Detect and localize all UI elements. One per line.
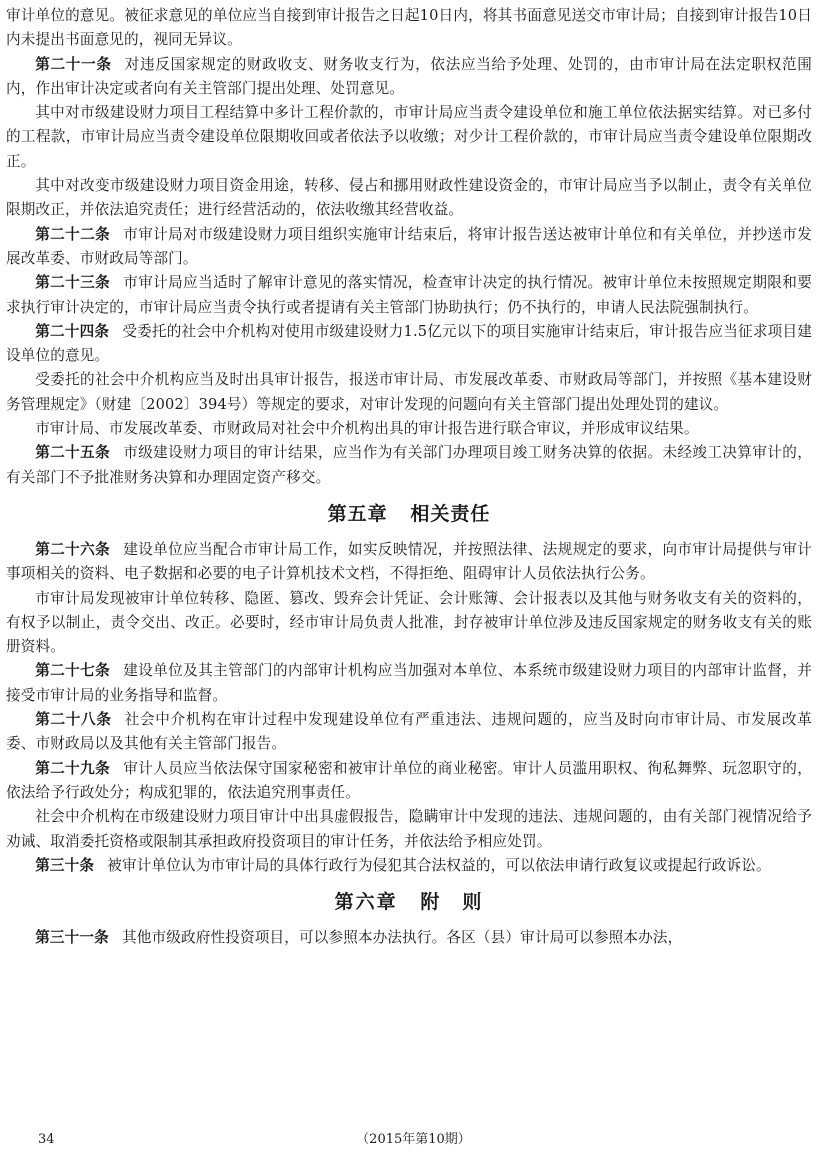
article-31 xyxy=(6,926,812,950)
paragraph-text: 受委托的社会中介机构应当及时出具审计报告，报送市审计局、市发展改革委、市财政局等部门，并按照《基本建设财务管理规定》（财建〔2002〕394号）等规定的要求，对审计发现的问题向有关主管部门提出处理处罚的建议。 xyxy=(6,371,812,413)
article-21 xyxy=(6,53,812,102)
article-number: 第二十五条 xyxy=(35,444,111,462)
paragraph-text: 市审计局、市发展改革委、市财政局对社会中介机构出具的审计报告进行联合审议，并形成审议结果。 xyxy=(35,420,699,438)
article-text: 市审计局应当适时了解审计意见的落实情况，检查审计决定的执行情况。被审计单位未按照规定期限和要求执行审计决定的，市审计局应当责令执行或者提请有关主管部门协助执行；仍不执行的，申请人民法院强制执行。 xyxy=(6,274,812,316)
chapter-number: 第五章 xyxy=(327,502,388,525)
article-text: 对违反国家规定的财政收支、财务收支行为，依法应当给予处理、处罚的，由市审计局在法定职权范围内，作出审计决定或者向有关主管部门提出处理、处罚意见。 xyxy=(6,55,812,97)
chapter-heading-6 xyxy=(6,880,812,924)
article-number: 第二十一条 xyxy=(35,55,112,73)
page-footer xyxy=(0,1130,827,1150)
paragraph xyxy=(6,174,812,223)
article-number: 第二十三条 xyxy=(35,274,111,292)
article-25 xyxy=(6,441,812,490)
page-number: 34 xyxy=(38,1132,55,1147)
article-29 xyxy=(6,757,812,806)
article-text: 被审计单位认为市审计局的具体行政行为侵犯其合法权益的，可以依法申请行政复议或提起行政诉讼。 xyxy=(107,856,771,874)
article-24 xyxy=(6,320,812,369)
paragraph xyxy=(6,587,812,660)
article-number: 第二十七条 xyxy=(35,662,111,680)
article-number: 第二十二条 xyxy=(35,225,111,243)
article-text: 社会中介机构在审计过程中发现建设单位有严重违法、违规问题的，应当及时向市审计局、市发展改革委、市财政局以及其他有关主管部门报告。 xyxy=(6,711,812,753)
article-30 xyxy=(6,854,812,878)
paragraph xyxy=(6,417,812,441)
paragraph xyxy=(6,101,812,174)
article-number: 第二十八条 xyxy=(35,711,112,729)
paragraph-continued xyxy=(6,4,812,53)
article-27 xyxy=(6,659,812,708)
article-28 xyxy=(6,708,812,757)
article-text: 受委托的社会中介机构对使用市级建设财力1.5亿元以下的项目实施审计结束后，审计报告应当征求项目建设单位的意见。 xyxy=(6,322,812,365)
paragraph xyxy=(6,805,812,854)
document-body xyxy=(6,4,812,950)
article-number: 第二十四条 xyxy=(35,322,110,340)
article-22 xyxy=(6,223,812,272)
paragraph xyxy=(6,368,812,417)
article-text: 市级建设财力项目的审计结果，应当作为有关部门办理项目竣工财务决算的依据。未经竣工决算审计的，有关部门不予批准财务决算和办理固定资产移交。 xyxy=(6,444,812,486)
article-number: 第二十九条 xyxy=(35,759,111,777)
paragraph-text: 审计单位的意见。被征求意见的单位应当自接到审计报告之日起10日内，将其书面意见送交市审计局；自接到审计报告10日内未提出书面意见的，视同无异议。 xyxy=(6,7,812,49)
article-number: 第三十一条 xyxy=(35,929,109,947)
article-23 xyxy=(6,271,812,320)
article-text: 建设单位及其主管部门的内部审计机构应当加强对本单位、本系统市级建设财力项目的内部审计监督，并接受市审计局的业务指导和监督。 xyxy=(6,662,812,704)
paragraph-text: 社会中介机构在市级建设财力项目审计中出具虚假报告，隐瞒审计中发现的违法、违规问题的，由有关部门视情况给予劝诫、取消委托资格或限制其承担政府投资项目的审计任务，并依法给予相应处罚。 xyxy=(6,808,812,850)
article-text: 市审计局对市级建设财力项目组织实施审计结束后，将审计报告送达被审计单位和有关单位，并抄送市发展改革委、市财政局等部门。 xyxy=(6,225,812,267)
article-text: 审计人员应当依法保守国家秘密和被审计单位的商业秘密。审计人员滥用职权、徇私舞弊、玩忽职守的，依法给予行政处分；构成犯罪的，依法追究刑事责任。 xyxy=(6,759,812,801)
article-26 xyxy=(6,538,812,587)
chapter-heading-5 xyxy=(6,492,812,536)
article-number: 第二十六条 xyxy=(35,540,111,558)
chapter-title: 附 则 xyxy=(420,891,484,914)
paragraph-text: 其中对市级建设财力项目工程结算中多计工程价款的，市审计局应当责令建设单位和施工单位依法据实结算。对已多付的工程款，市审计局应当责令建设单位限期收回或者依法予以收缴；对少计工程价款的，市审计局应当责令建设单位限期改正。 xyxy=(6,104,812,170)
issue-label: （2015年第10期） xyxy=(356,1132,471,1147)
article-number: 第三十条 xyxy=(35,856,95,874)
article-text: 其他市级政府性投资项目，可以参照本办法执行。各区（县）审计局可以参照本办法， xyxy=(122,929,683,947)
paragraph-text: 其中对改变市级建设财力项目资金用途，转移、侵占和挪用财政性建设资金的，市审计局应当予以制止，责令有关单位限期改正，并依法追究责任；进行经营活动的，依法收缴其经营收益。 xyxy=(6,177,812,219)
article-text: 建设单位应当配合市审计局工作，如实反映情况，并按照法律、法规规定的要求，向市审计局提供与审计事项相关的资料、电子数据和必要的电子计算机技术文档，不得拒绝、阻碍审计人员依法执行公务。 xyxy=(6,540,812,583)
paragraph-text: 市审计局发现被审计单位转移、隐匿、篡改、毁弃会计凭证、会计账簿、会计报表以及其他与财务收支有关的资料的，有权予以制止，责令交出、改正。必要时，经市审计局负责人批准，封存被审计单位涉及违反国家规定的财务收支有关的账册资料。 xyxy=(6,589,812,656)
chapter-title: 相关责任 xyxy=(410,502,491,525)
chapter-number: 第六章 xyxy=(334,891,398,914)
